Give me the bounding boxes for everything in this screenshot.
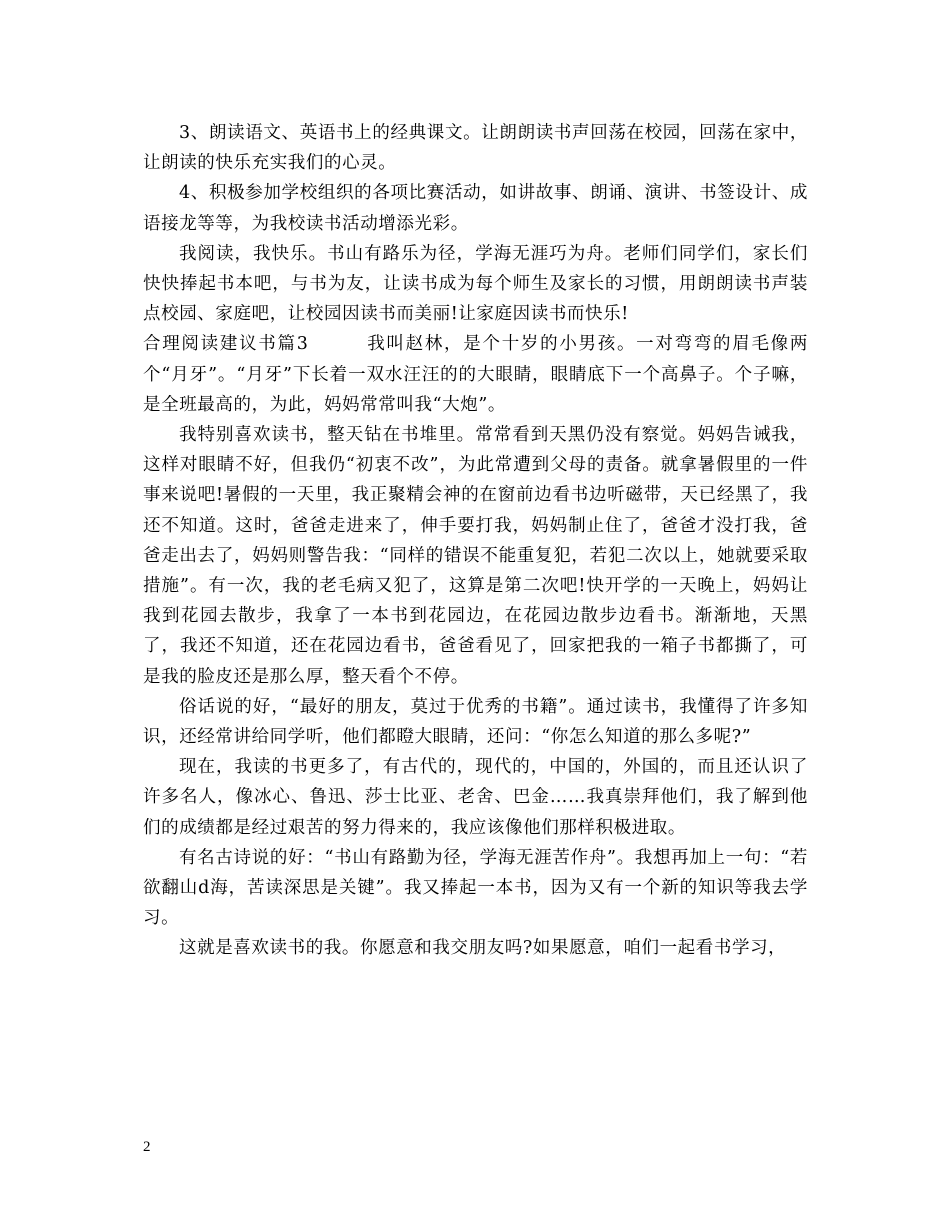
paragraph-7: 现在，我读的书更多了，有古代的，现代的，中国的，外国的，而且还认识了许多名人，像冰心、鲁迅、莎士比亚、老舍、巴金……我真崇拜他们，我了解到他们的成绩都是经过艰苦的努力得来的，我应该像他们那样积极进取。	[143, 757, 808, 838]
page-number: 2	[143, 1139, 151, 1155]
paragraph-2: 4、积极参加学校组织的各项比赛活动，如讲故事、朗诵、演讲、书签设计、成语接龙等等，为我校读书活动增添光彩。	[143, 183, 808, 234]
document-body	[143, 118, 808, 964]
paragraph-4: 合理阅读建议书篇3 我叫赵林，是个十岁的小男孩。一对弯弯的眉毛像两个“月牙”。“月牙”下长着一双水汪汪的的大眼睛，眼睛底下一个高鼻子。个子嘛，是全班最高的，为此，妈妈常常叫我“大炮”。	[143, 334, 808, 415]
paragraph-5: 我特别喜欢读书，整天钻在书堆里。常常看到天黑仍没有察觉。妈妈告诫我，这样对眼睛不好，但我仍“初衷不改”，为此常遭到父母的责备。就拿暑假里的一件事来说吧!暑假的一天里，我正聚精会神的在窗前边看书边听磁带，天已经黑了，我还不知道。这时，爸爸走进来了，伸手要打我，妈妈制止住了，爸爸才没打我，爸爸走出去了，妈妈则警告我：“同样的错误不能重复犯，若犯二次以上，她就要采取措施”。有一次，我的老毛病又犯了，这算是第二次吧!快开学的一天晚上，妈妈让我到花园去散步，我拿了一本书到花园边，在花园边散步边看书。渐渐地，天黑了，我还不知道，还在花园边看书，爸爸看见了，回家把我的一箱子书都撕了，可是我的脸皮还是那么厚，整天看个不停。	[143, 425, 808, 687]
paragraph-3: 我阅读，我快乐。书山有路乐为径，学海无涯巧为舟。老师们同学们，家长们快快捧起书本吧，与书为友，让读书成为每个师生及家长的习惯，用朗朗读书声装点校园、家庭吧，让校园因读书而美丽!让家庭因读书而快乐!	[143, 243, 808, 325]
paragraph-1: 3、朗读语文、英语书上的经典课文。让朗朗读书声回荡在校园，回荡在家中，让朗读的快乐充实我们的心灵。	[143, 123, 808, 174]
paragraph-6: 俗话说的好，“最好的朋友，莫过于优秀的书籍”。通过读书，我懂得了许多知识，还经常讲给同学听，他们都瞪大眼睛，还问：“你怎么知道的那么多呢?”	[143, 696, 808, 748]
paragraph-9: 这就是喜欢读书的我。你愿意和我交朋友吗?如果愿意，咱们一起看书学习，	[179, 938, 787, 959]
paragraph-8: 有名古诗说的好：“书山有路勤为径，学海无涯苦作舟”。我想再加上一句：“若欲翻山d海，苦读深思是关键”。我又捧起一本书，因为又有一个新的知识等我去学习。	[143, 847, 808, 929]
